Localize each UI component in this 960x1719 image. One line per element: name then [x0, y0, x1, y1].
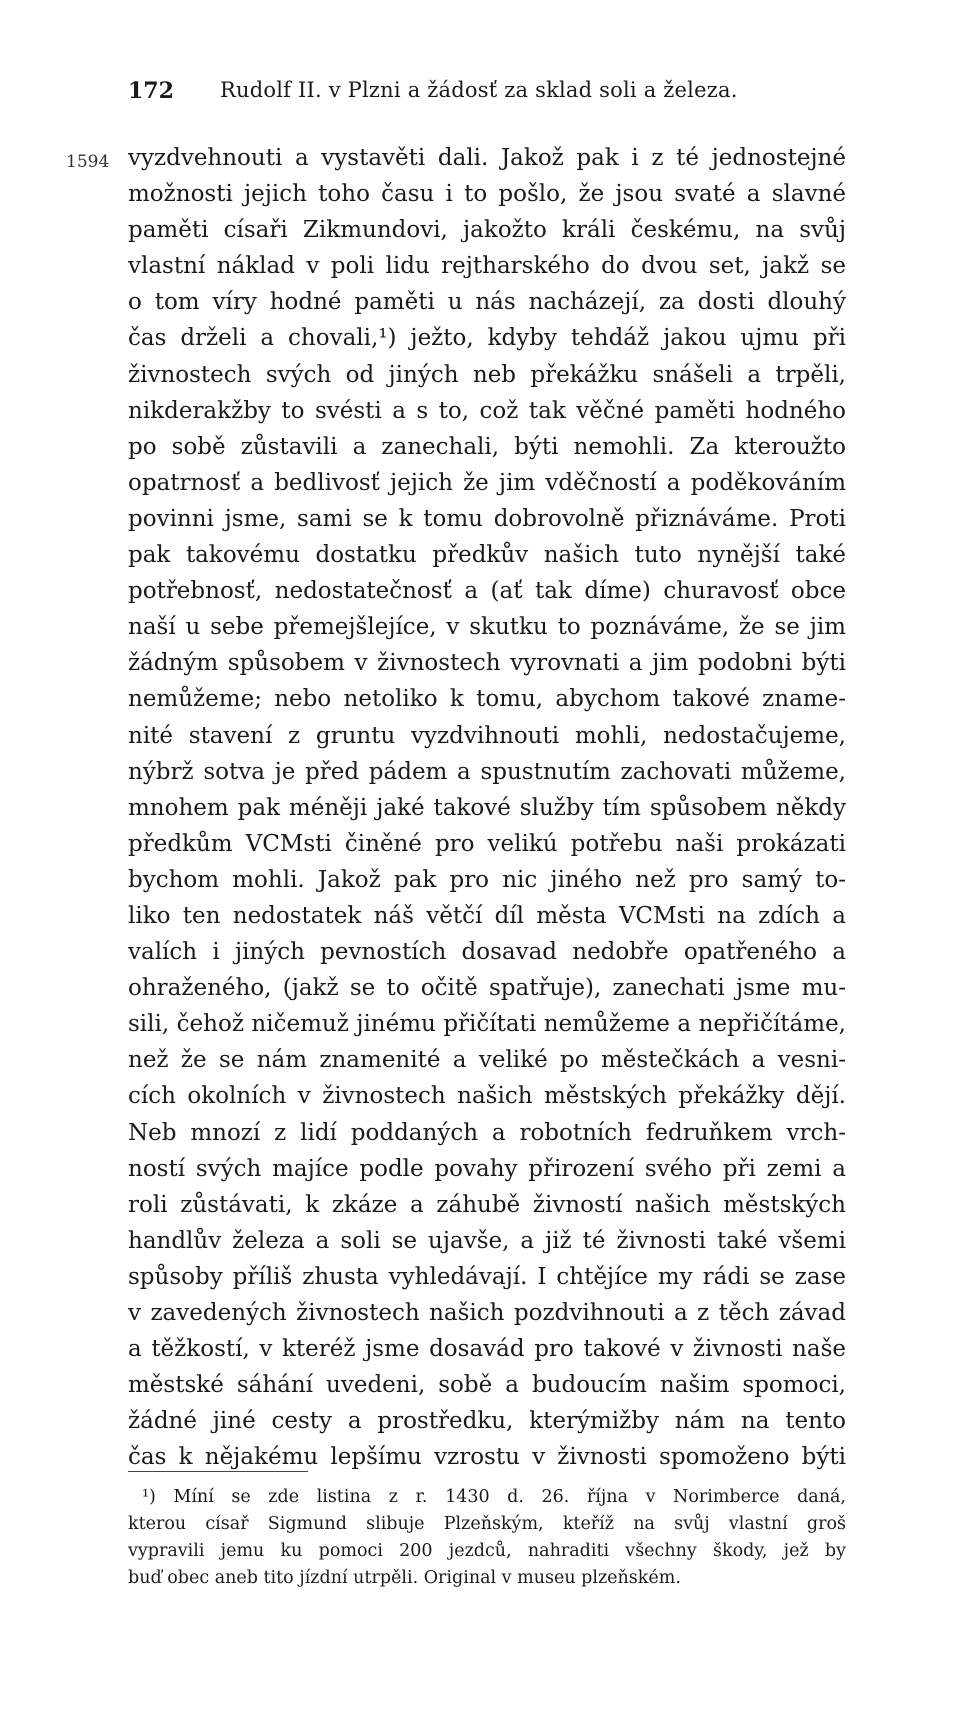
- text-line: mnohem pak méněji jaké takové služby tím spůsobem někdy: [128, 794, 846, 821]
- text-line: vlastní náklad v poli lidu rejtharského do dvou set, jakž se: [128, 253, 846, 280]
- text-line: bychom mohli. Jakož pak pro nic jiného než pro samý to-: [128, 866, 846, 893]
- text-line: po sobě zůstavili a zanechali, býti nemohli. Za kteroužto: [128, 433, 846, 460]
- text-line: Neb mnozí z lidí poddaných a robotních fedruňkem vrch-: [128, 1119, 846, 1146]
- text-line: spůsoby příliš zhusta vyhledávají. I chtějíce my rádi se zase: [128, 1263, 846, 1290]
- footnote-line: kterou císař Sigmund slibuje Plzeňským, kteříž na svůj vlastní groš: [128, 1514, 846, 1534]
- footnote-divider: [128, 1471, 308, 1472]
- text-line: o tom víry hodné paměti u nás nacházejí, za dosti dlouhý: [128, 289, 846, 316]
- text-line: paměti císaři Zikmundovi, jakožto králi českému, na svůj: [128, 217, 846, 244]
- text-line: ností svých majíce podle povahy přirození svého při zemi a: [128, 1155, 846, 1182]
- footnote-line: ¹) Míní se zde listina z r. 1430 d. 26. října v Norimberce daná,: [142, 1487, 846, 1507]
- page-number: 172: [128, 78, 174, 104]
- text-line: a těžkostí, v kteréž jsme dosavád pro takové v živnosti naše: [128, 1336, 846, 1363]
- text-line: cích okolních v živnostech našich městských překážky dějí.: [128, 1083, 846, 1110]
- text-line: čas drželi a chovali,¹) ježto, kdyby tehdáž jakou ujmu při: [128, 325, 846, 352]
- footnote-line: buď obec aneb tito jízdní utrpěli. Original v museu plzeňském.: [128, 1568, 681, 1588]
- text-line: naší u sebe přemejšlejíce, v skutku to poznáváme, že se jim: [128, 614, 846, 641]
- text-line: ohraženého, (jakž se to očitě spatřuje), zanechati jsme mu-: [128, 975, 846, 1002]
- text-line: možnosti jejich toho času i to pošlo, že jsou svaté a slavné: [128, 181, 846, 208]
- text-line: vyzdvehnouti a vystavěti dali. Jakož pak i z té jednostejné: [128, 145, 846, 171]
- text-line: čas k nějakému lepšímu vzrostu v živnosti spomoženo býti: [128, 1444, 846, 1471]
- text-line: opatrnosť a bedlivosť jejich že jim vděčností a poděkováním: [128, 469, 846, 496]
- text-line: povinni jsme, sami se k tomu dobrovolně přiznáváme. Proti: [128, 505, 846, 532]
- text-line: valích i jiných pevnostích dosavad nedobře opatřeného a: [128, 939, 846, 966]
- text-line: v zavedených živnostech našich pozdvihnouti a z těch závad: [128, 1300, 846, 1326]
- body-text: [128, 140, 846, 1475]
- page-header: [128, 78, 828, 112]
- footnotes: [128, 1484, 846, 1592]
- text-line: nité stavení z gruntu vyzdvihnouti mohli, nedostačujeme,: [128, 722, 846, 749]
- text-line: živnostech svých od jiných neb překážku snášeli a trpěli,: [128, 361, 846, 388]
- text-line: městské sáhání uvedeni, sobě a budoucím našim spomoci,: [128, 1372, 846, 1399]
- footnote-line: vypravili jemu ku pomoci 200 jezdců, nahraditi všechny škody, jež by: [128, 1541, 846, 1561]
- text-line: handlův železa a soli se ujavše, a již té živnosti také všemi: [128, 1227, 846, 1254]
- text-line: než že se nám znamenité a veliké po městečkách a vesni-: [128, 1047, 846, 1074]
- text-line: nýbrž sotva je před pádem a spustnutím zachovati můžeme,: [128, 758, 846, 785]
- running-title: Rudolf II. v Plzni a žádosť za sklad soli a železa.: [220, 78, 738, 102]
- margin-year-note: 1594: [66, 152, 110, 172]
- text-line: nemůžeme; nebo netoliko k tomu, abychom takové zname-: [128, 686, 846, 713]
- text-line: předkům VCMsti činěné pro velikú potřebu naši prokázati: [128, 830, 846, 857]
- text-line: žádné jiné cesty a prostředku, kterýmižby nám na tento: [128, 1408, 846, 1435]
- text-line: liko ten nedostatek náš větčí díl města VCMsti na zdích a: [128, 902, 846, 929]
- text-line: pak takovému dostatku předkův našich tuto nynější také: [128, 542, 846, 569]
- text-line: žádným spůsobem v živnostech vyrovnati a jim podobni býti: [128, 650, 846, 677]
- text-line: nikderakžby to svésti a s to, což tak věčné paměti hodného: [128, 397, 846, 424]
- text-line: sili, čehož ničemuž jinému přičítati nemůžeme a nepřičítáme,: [128, 1011, 846, 1038]
- text-line: potřebnosť, nedostatečnosť a (ať tak díme) churavosť obce: [128, 578, 846, 605]
- text-line: roli zůstávati, k zkáze a záhubě živností našich městských: [128, 1191, 846, 1218]
